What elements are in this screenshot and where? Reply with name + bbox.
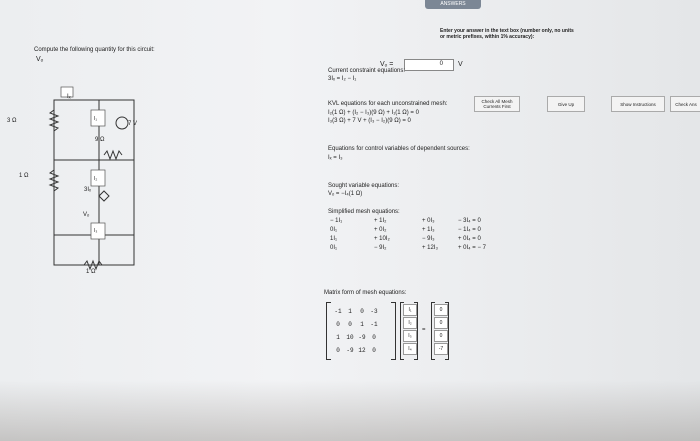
check-mesh-button[interactable]: Check All Mesh Currents First [474,96,520,112]
unknown-cell: I₄ [403,343,417,355]
dep-source-label: 3Iₓ [84,187,91,193]
dependent-source [99,191,109,201]
kvl-eq-2: I₃(3 Ω) + 7 V + (I₃ − I₂)(9 Ω) = 0 [328,118,411,124]
matrix-row: 1 10 -9 0 [336,334,376,341]
kvl-eq-1: I₂(1 Ω) + (I₂ − I₃)(9 Ω) + I₁(1 Ω) = 0 [328,110,419,116]
rhs-cell: 0 [434,304,448,316]
current-constraint-eq: 3Iₓ = I₂ − I₁ [328,76,357,82]
current-constraint-title: Current constraint equations: [328,68,406,74]
question-quantity: Vₒ [36,56,44,63]
question-prompt: Compute the following quantity for this circuit: [34,47,155,53]
answer-value: 0 [439,61,443,67]
resistor-9ohm [104,151,122,159]
control-eq: Iₓ = I₃ [328,155,343,161]
mesh-2-label: I₂ [94,176,98,182]
ix-label: Iₓ [67,94,71,100]
control-title: Equations for control variables of dependent sources: [328,146,470,152]
matrix-title: Matrix form of mesh equations: [324,290,407,296]
give-up-button[interactable]: Give Up [547,96,585,112]
matrix-row: 0 0 1 -1 [336,321,378,328]
r4-label: 1 Ω [86,269,96,275]
rhs-vector [431,302,449,360]
check-answer-button[interactable]: Check Ans [670,96,700,112]
rhs-cell: 0 [434,330,448,342]
answer-input[interactable] [404,59,454,71]
r2-label: 9 Ω [95,137,105,143]
answer-label: Vₒ = [380,61,394,68]
unknowns-vector [400,302,418,360]
instruction-line-2: or metric prefixes, within 1% accuracy): [440,34,535,40]
rhs-cell: -7 [434,343,448,355]
source-label: 7 V [128,121,138,127]
circuit-diagram [34,85,164,280]
matrix-row: 0 -9 12 0 [336,347,376,354]
answer-unit: V [458,61,463,68]
instruction-line-1: Enter your answer in the text box (number only, no units [440,28,574,34]
matrix-body [332,305,380,357]
r3-label: 1 Ω [19,173,29,179]
unknown-cell: I₃ [403,330,417,342]
mesh-3-label: I₃ [94,228,98,234]
mesh-1-label: I₁ [94,116,98,122]
unknown-cell: I₂ [403,317,417,329]
voltage-source-circle [116,117,128,129]
unknown-cell: I₁ [403,304,417,316]
vo-label: Vₒ [83,212,90,218]
matrix-row: -1 1 0 -3 [334,308,378,315]
sought-eq: Vₒ = −I₄(1 Ω) [328,191,363,197]
kvl-title: KVL equations for each unconstrained mesh: [328,101,448,107]
rhs-cell: 0 [434,317,448,329]
r1-label: 3 Ω [7,118,17,124]
equals-sign: = [422,327,426,333]
coefficient-matrix [326,302,396,360]
simplified-title: Simplified mesh equations: [328,209,400,215]
answers-tab[interactable]: ANSWERS [425,0,481,9]
show-instructions-button[interactable]: Show Instructions [611,96,665,112]
sought-title: Sought variable equations: [328,183,400,189]
